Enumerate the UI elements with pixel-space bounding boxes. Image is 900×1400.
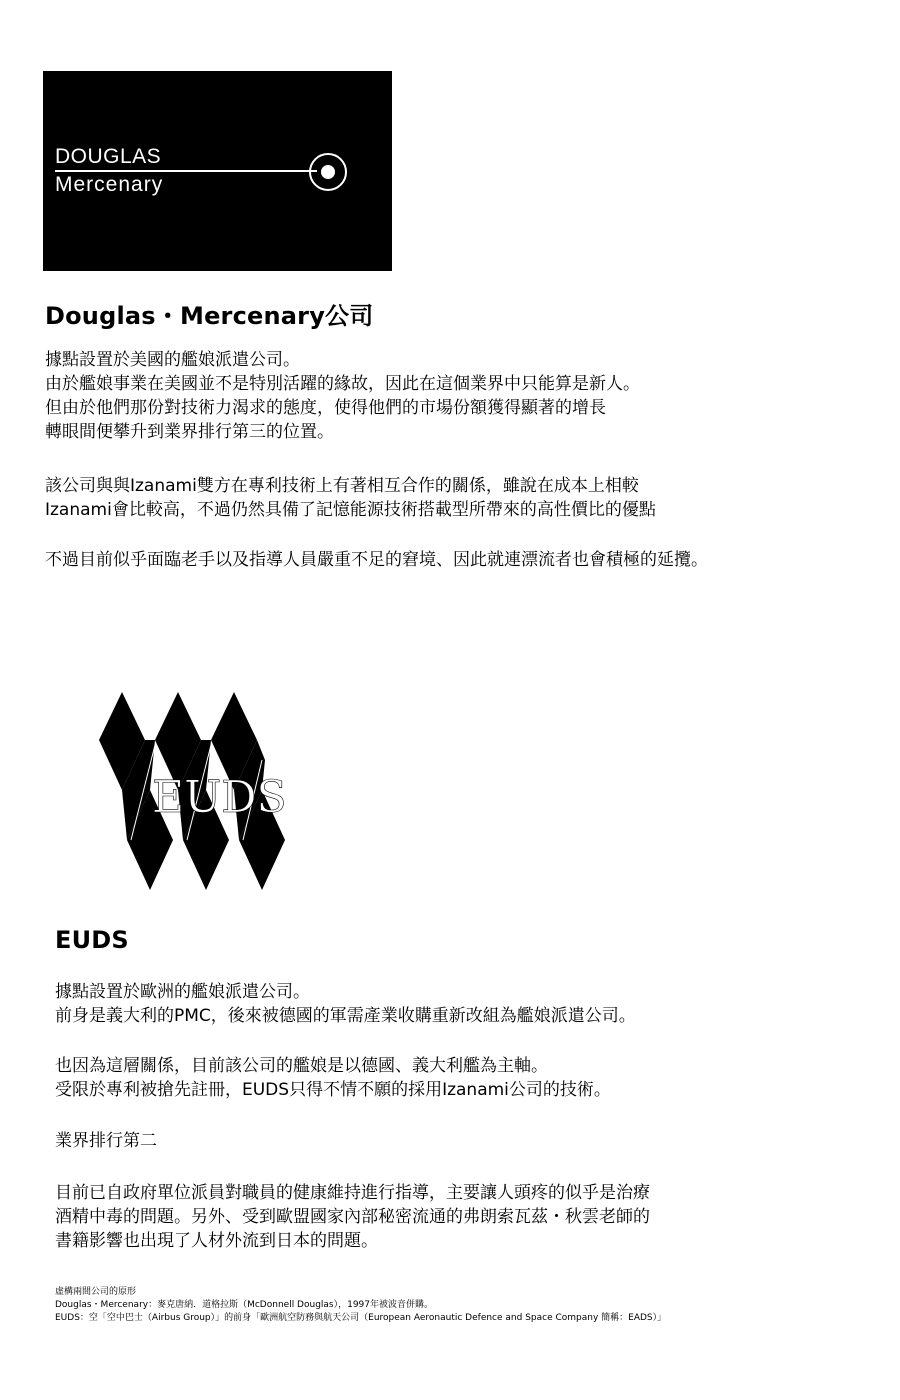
douglas-logo-line2: Mercenary bbox=[55, 173, 164, 196]
text-line: 據點設置於美國的艦娘派遣公司。 bbox=[45, 350, 300, 370]
text-line: 轉眼間便攀升到業界排行第三的位置。 bbox=[45, 422, 334, 442]
text-line: 目前已自政府單位派員對職員的健康維持進行指導，主要讓人頭疼的似乎是治療 bbox=[55, 1183, 650, 1203]
euds-title: EUDS bbox=[55, 926, 129, 954]
text-line: 受限於專利被搶先註冊，EUDS只得不情不願的採用Izanami公司的技術。 bbox=[55, 1080, 611, 1100]
euds-logo bbox=[97, 690, 297, 895]
euds-logo-text: EUDS bbox=[152, 772, 287, 823]
text-line: 據點設置於歐洲的艦娘派遣公司。 bbox=[55, 982, 310, 1002]
text-line: 該公司與與Izanami雙方在專利技術上有著相互合作的關係，雖說在成本上相較 bbox=[45, 476, 639, 496]
douglas-paragraph-2 bbox=[45, 474, 656, 522]
footnote-line: 虛構兩間公司的原形 bbox=[55, 1287, 137, 1297]
douglas-paragraph-3 bbox=[45, 548, 708, 572]
text-line: 也因為這層關係，目前該公司的艦娘是以德國、義大利艦為主軸。 bbox=[55, 1056, 548, 1076]
text-line: 書籍影響也出現了人材外流到日本的問題。 bbox=[55, 1231, 378, 1251]
douglas-title: Douglas・Mercenary公司 bbox=[45, 302, 374, 330]
text-line: 業界排行第二 bbox=[55, 1131, 157, 1151]
douglas-logo bbox=[43, 71, 392, 271]
douglas-logo-rule bbox=[55, 170, 317, 172]
text-line: 不過目前似乎面臨老手以及指導人員嚴重不足的窘境、因此就連漂流者也會積極的延攬。 bbox=[45, 550, 708, 570]
euds-paragraph-4 bbox=[55, 1181, 650, 1253]
footnotes bbox=[55, 1286, 666, 1325]
text-line: 前身是義大利的PMC，後來被德國的軍需產業收購重新改組為艦娘派遣公司。 bbox=[55, 1006, 636, 1026]
footnote-line: Douglas・Mercenary：麥克唐納．道格拉斯（McDonnell Douglas），1997年被波音併購。 bbox=[55, 1300, 434, 1310]
douglas-logo-line1: DOUGLAS bbox=[55, 145, 162, 168]
text-line: 酒精中毒的問題。另外、受到歐盟國家內部秘密流通的弗朗索瓦茲・秋雲老師的 bbox=[55, 1207, 650, 1227]
footnote-line: EUDS：空「空中巴士（Airbus Group）」的前身「歐洲航空防務與航天公司（European Aeronautic Defence and Space Company 簡稱：EADS）」 bbox=[55, 1313, 667, 1323]
euds-paragraph-2 bbox=[55, 1054, 611, 1102]
target-icon bbox=[307, 151, 349, 193]
text-line: 由於艦娘事業在美國並不是特別活躍的緣故，因此在這個業界中只能算是新人。 bbox=[45, 374, 640, 394]
douglas-paragraph-1 bbox=[45, 348, 640, 444]
text-line: 但由於他們那份對技術力渴求的態度，使得他們的市場份額獲得顯著的增長 bbox=[45, 398, 606, 418]
euds-paragraph-3 bbox=[55, 1129, 157, 1153]
text-line: Izanami會比較高，不過仍然具備了記憶能源技術搭載型所帶來的高性價比的優點 bbox=[45, 500, 656, 520]
euds-paragraph-1 bbox=[55, 980, 636, 1028]
